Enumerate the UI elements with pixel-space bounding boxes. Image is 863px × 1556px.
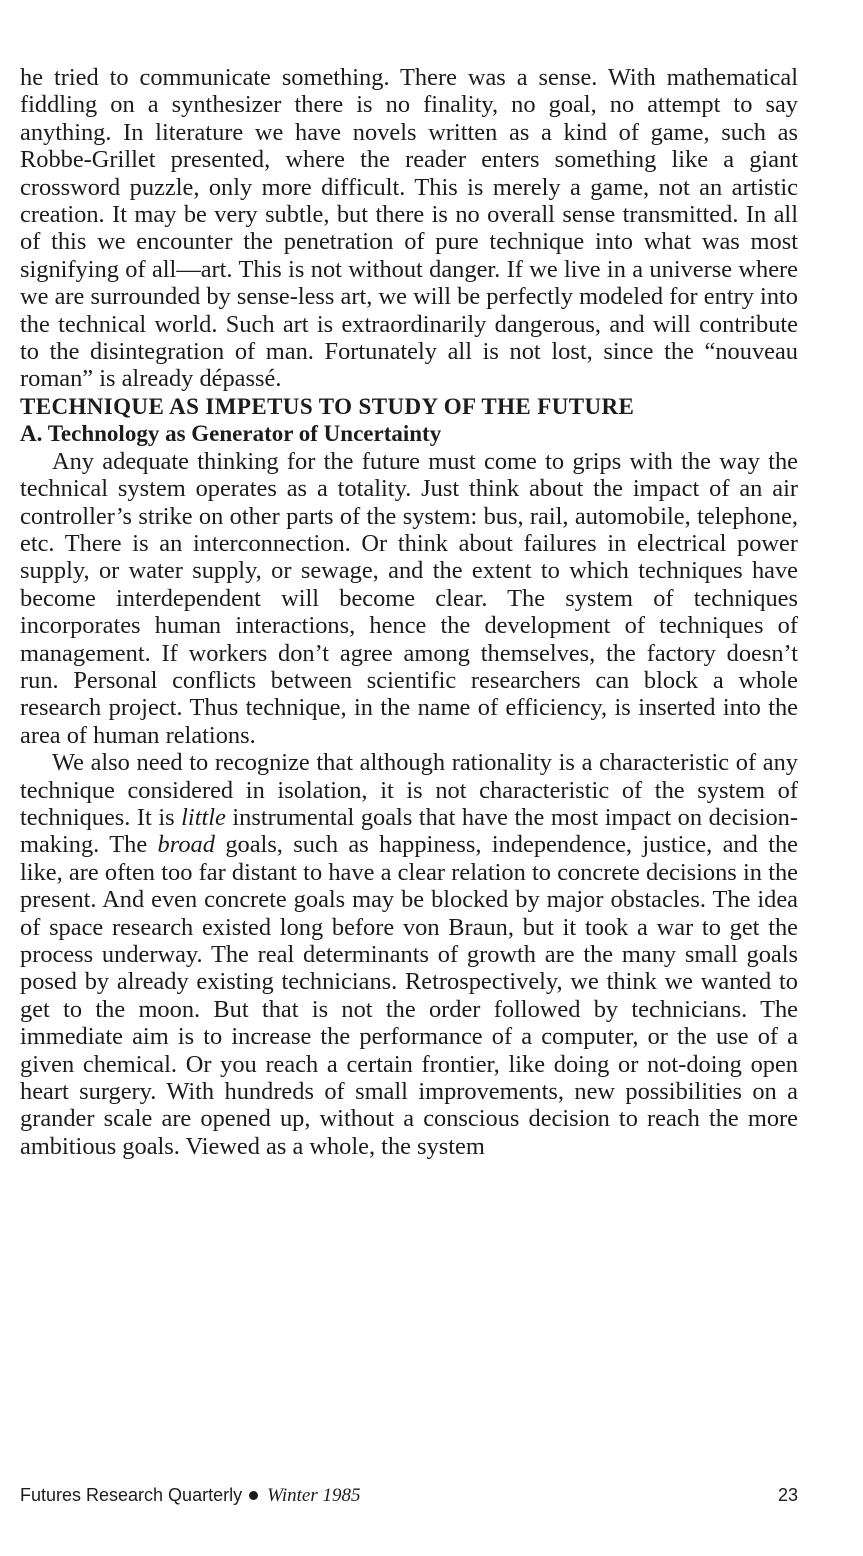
paragraph-1: he tried to communicate something. There was a sense. With mathematical fiddling on a synthesizer there is no finality, no goal, no attempt to say anything. In literature we have novels written as a kind of game, such as Robbe-Grillet presented, where the reader enters something like a giant crossword puzzle, only more difficult. This is merely a game, not an artistic creation. It may be very subtle, but there is no overall sense transmitted. In all of this we encounter the penetration of pure technique into what was most signifying of all—art. This is not without danger. If we live in a universe where we are surrounded by sense-less art, we will be perfectly modeled for entry into the technical world. Such art is extraordinarily dangerous, and will contribute to the disintegration of man. Fortunately all is not lost, since the “nouveau roman” is already dépassé. bbox=[20, 64, 798, 393]
section-heading: TECHNIQUE AS IMPETUS TO STUDY OF THE FUTURE bbox=[20, 393, 635, 419]
journal-name: Futures Research Quarterly bbox=[20, 1485, 243, 1505]
page-footer bbox=[20, 1480, 798, 1510]
paragraph-3 bbox=[20, 749, 798, 1160]
emphasis-little: little bbox=[181, 803, 226, 831]
paragraph-3-part-c: goals, such as happiness, independence, justice, and the like, are often too far distant to have a clear relation to concrete decisions in the present. And even concrete goals may be blocked by major obstacles. The idea of space research existed long before von Braun, but it took a war to get the process underway. The real determinants of growth are the many small goals posed by already existing technicians. Retrospectively, we think we wanted to get to the moon. But that is not the order followed by technicians. The immediate aim is to increase the performance of a computer, or the use of a given chemical. Or you reach a certain frontier, like doing or not-doing open heart surgery. With hundreds of small improvements, new possibilities on a grander scale are opened up, without a conscious decision to reach the more ambitious goals. Viewed as a whole, the system bbox=[20, 831, 798, 1160]
paragraph-2: Any adequate thinking for the future must come to grips with the way the technical system operates as a totality. Just think about the impact of an air controller’s strike on other parts of the system: bus, rail, automobile, telephone, etc. There is an interconnection. Or think about failures in electrical power supply, or water supply, or sewage, and the extent to which techniques have become interdependent will become clear. The system of techniques incorporates human interactions, hence the development of techniques of management. If workers don’t agree among themselves, the factory doesn’t run. Personal conflicts between scientific researchers can block a whole research project. Thus technique, in the name of efficiency, is inserted into the area of human relations. bbox=[20, 447, 798, 749]
paragraph-3-part-b: instrumental goals that have the most impact on decision-making. The bbox=[20, 803, 798, 859]
page-body bbox=[20, 64, 798, 1160]
emphasis-broad: broad bbox=[157, 831, 215, 859]
sub-heading: A. Technology as Generator of Uncertainty bbox=[20, 421, 442, 447]
footer-left bbox=[20, 1480, 361, 1511]
paragraph-3-part-a: We also need to recognize that although rationality is a characteristic of any technique considered in isolation, it is not characteristic of the system of techniques. It is bbox=[20, 749, 798, 831]
page-number: 23 bbox=[777, 1485, 798, 1505]
issue-date: Winter 1985 bbox=[267, 1485, 361, 1506]
bullet-dot-icon bbox=[249, 1491, 258, 1500]
